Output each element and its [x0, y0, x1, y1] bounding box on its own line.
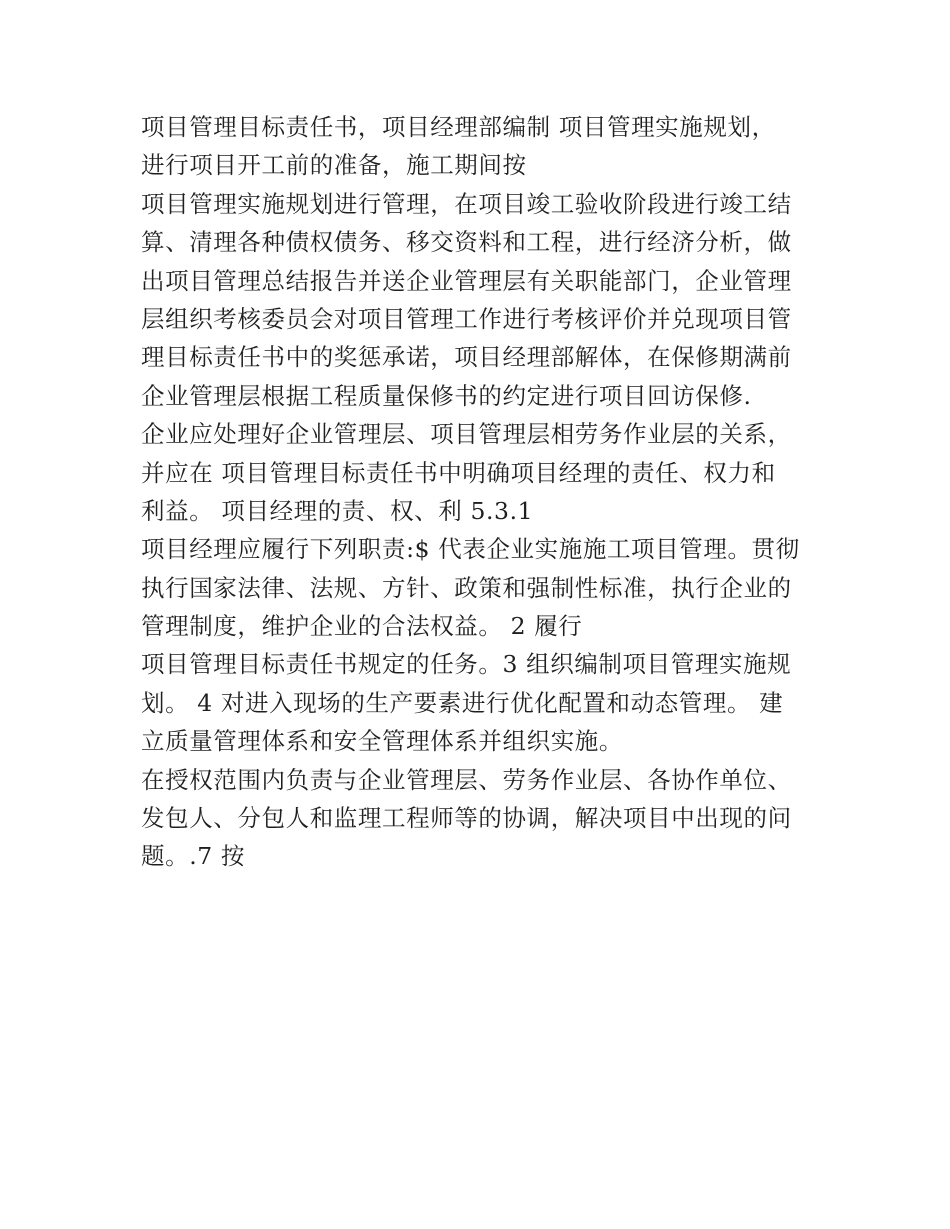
text-line: 执行国家法律、法规、方针、政策和强制性标准，执行企业的: [141, 573, 792, 602]
text-line: 立质量管理体系和安全管理体系并组织实施。: [141, 727, 623, 756]
text-line: 并应在 项目管理目标责任书中明确项目经理的责任、权力和: [141, 458, 776, 487]
body-text: [141, 108, 821, 876]
text-line: 利益。 项目经理的责、权、利 5.3.1: [141, 496, 534, 525]
text-line: 在授权范围内负责与企业管理层、劳务作业层、各协作单位、: [141, 765, 792, 794]
text-line: 项目管理目标责任书，项目经理部编制 项目管理实施规划，: [141, 113, 776, 141]
text-line: 企业应处理好企业管理层、项目管理层相劳务作业层的关系，: [141, 420, 792, 449]
text-line: 层组织考核委员会对项目管理工作进行考核评价并兑现项目管: [141, 304, 792, 333]
text-line: 项目管理实施规划进行管理，在项目竣工验收阶段进行竣工结: [141, 189, 792, 218]
text-line: 项目经理应履行下列职责:$ 代表企业实施施工项目管理。贯彻: [141, 535, 800, 564]
text-line: 出项目管理总结报告并送企业管理层有关职能部门，企业管理: [141, 266, 792, 295]
text-line: 项目管理目标责任书规定的任务。3 组织编制项目管理实施规: [141, 650, 792, 679]
text-line: 企业管理层根据工程质量保修书的约定进行项目回访保修.: [141, 381, 752, 410]
text-line: 管理制度，维护企业的合法权益。 2 履行: [141, 612, 583, 641]
text-line: 划。 4 对进入现场的生产要素进行优化配置和动态管理。 建: [141, 688, 784, 717]
text-line: 题。.7 按: [141, 842, 245, 871]
text-line: 算、清理各种债权债务、移交资料和工程，进行经济分析，做: [141, 228, 792, 257]
text-line: 发包人、分包人和监理工程师等的协调，解决项目中出现的问: [141, 804, 792, 833]
text-line: 进行项目开工前的准备，施工期间按: [141, 151, 527, 180]
text-line: 理目标责任书中的奖惩承诺，项目经理部解体，在保修期满前: [141, 343, 792, 372]
